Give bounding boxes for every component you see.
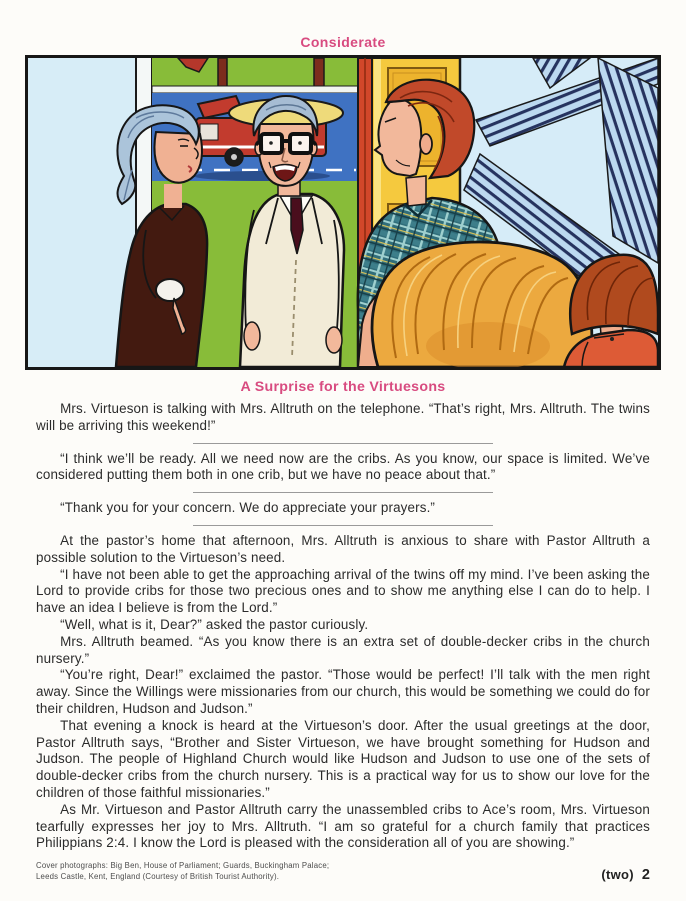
story-paragraph: “I think we’ll be ready. All we need now are the cribs. As you know, our space is limited. We’ve considered putting them both in one crib, but we have no peace about that.” <box>36 450 650 483</box>
comic-illustration <box>28 58 658 367</box>
page-footer <box>36 860 650 883</box>
story-paragraph: Mrs. Alltruth beamed. “As you know there is an extra set of double-decker cribs in the church nursery.” <box>36 633 650 666</box>
page-number <box>601 867 650 883</box>
cover-photo-credit: Cover photographs: Big Ben, House of Parliament; Guards, Buckingham Palace; Leeds Castle, Kent, England (Courtesy of British Tourist Authority). <box>36 860 330 882</box>
story-paragraph: “I have not been able to get the approaching arrival of the twins off my mind. I’ve been asking the Lord to provide cribs for those two precious ones and to show me anything else I can do to help. I have an idea I believe is from the Lord.” <box>36 566 650 616</box>
section-divider <box>193 443 493 444</box>
page-title: Considerate <box>300 34 386 50</box>
story-heading: A Surprise for the Virtuesons <box>240 379 446 395</box>
section-divider <box>193 525 493 526</box>
story-paragraph: At the pastor’s home that afternoon, Mrs. Alltruth is anxious to share with Pastor Alltruth a possible solution to the Virtueson’s need. <box>36 532 650 565</box>
story-paragraph: As Mr. Virtueson and Pastor Alltruth carry the unassembled cribs to Ace’s room, Mrs. Virtueson tearfully expresses her joy to Mrs. Alltruth. “I am so grateful for a church family that practices Philippians 2:4. I know the Lord is pleased with the consideration all of you are showing.” <box>36 801 650 851</box>
page-number-numeral: 2 <box>641 867 650 883</box>
story-paragraph: “You’re right, Dear!” exclaimed the pastor. “Those would be perfect! I’ll talk with the men right away. Since the Willings were missionaries from our church, this would be something we could do for their children, Hudson and Judson.” <box>36 667 650 716</box>
story-paragraph: Mrs. Virtueson is talking with Mrs. Alltruth on the telephone. “That’s right, Mrs. Alltruth. The twins will be arriving this weekend!” <box>36 401 650 433</box>
story-text <box>36 401 650 852</box>
story-paragraph: “Thank you for your concern. We do appreciate your prayers.” <box>60 500 436 516</box>
section-divider <box>193 492 493 493</box>
page-number-word: (two) <box>601 867 634 882</box>
story-paragraph: That evening a knock is heard at the Virtueson’s door. After the usual greetings at the door, Pastor Alltruth says, “Brother and Sister Virtueson, we have brought something for Hudson and Judson. The people of Highland Church would like Hudson and Judson to use one of the sets of double-decker cribs from the church nursery. This is a practical way for us to show our love for the children of those faithful missionaries.” <box>36 717 650 800</box>
comic-panel <box>25 55 661 370</box>
story-paragraph: “Well, what is it, Dear?” asked the pastor curiously. <box>60 616 369 632</box>
